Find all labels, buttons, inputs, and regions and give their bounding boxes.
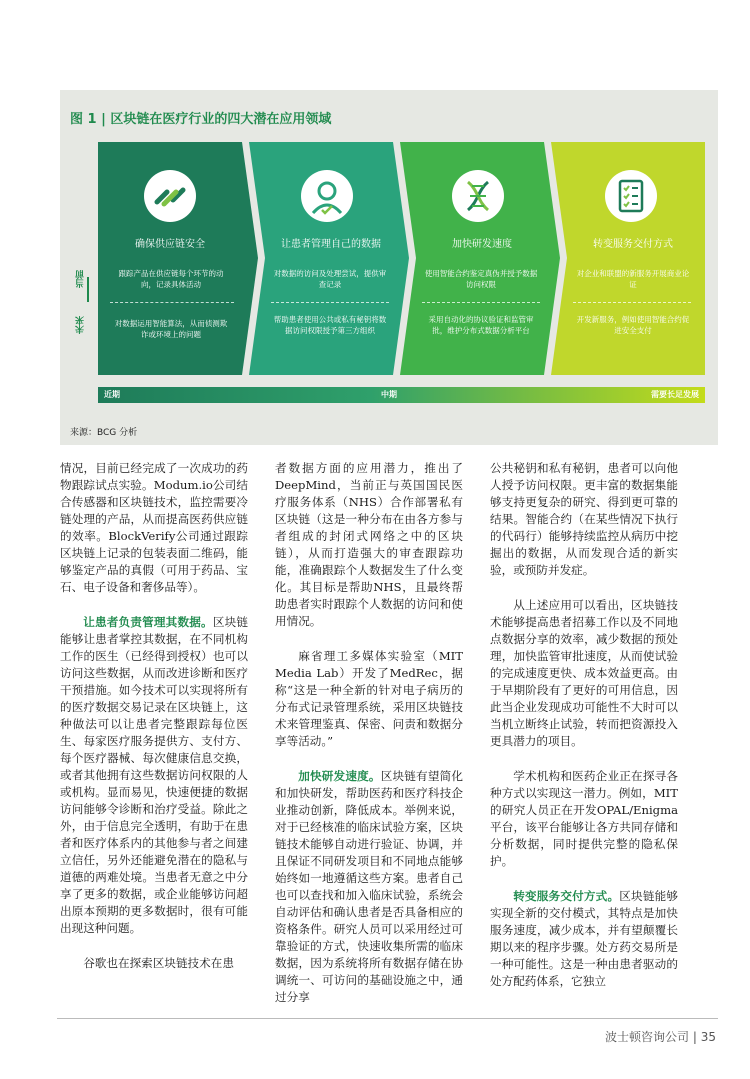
figure-source: 来源：BCG 分析 <box>70 428 138 438</box>
paragraph-heading: 加快研发速度。 <box>298 769 381 783</box>
chevron-rnd <box>400 142 560 375</box>
timeline-long: 需要长足发展 <box>651 390 699 399</box>
chain-link-icon <box>144 170 196 222</box>
chevron-patient-data <box>249 142 409 375</box>
divider <box>110 302 234 303</box>
paragraph: 公共秘钥和私有秘钥，患者可以向他人授予访问权限。更丰富的数据集能够支持更复杂的研究、得到更可靠的结果。智能合约（在某些情况下执行的代码行）能够持续监控从病历中挖掘出的数据，从而发现合适的新实验，或预防并发症。 <box>490 461 678 577</box>
figure-panel <box>60 90 718 445</box>
side-label-present: 当前 <box>76 270 86 288</box>
paragraph-text: 区块链有望简化和加快研发，帮助医药和医疗科技企业推动创新，降低成本。举例来说，对于已经核准的临床试验方案，区块链技术能够自动进行验证、协调，并且保证不同研发项目和不同地点能够始终如一地遵循这些方案。患者自己也可以查找和加入临床试验，系统会自动评估和确认患者是否具备相应的资格条件。研究人员可以采用经过可靠验证的方式，快速收集所需的临床数据，因为系统将所有数据存储在协调统一、可访问的基础设施之中，通过分享 <box>275 769 463 1004</box>
future-text: 开发新服务，例如使用智能合约促进安全支付 <box>576 315 690 335</box>
chevron-supply-chain <box>98 142 258 375</box>
future-text: 采用自动化的协议验证和监管审批，维护分布式数据分析平台 <box>428 315 534 335</box>
text-column-2 <box>275 460 463 1024</box>
future-text: 帮助患者使用公共或私有秘钥将数据访问权限授予第三方组织 <box>273 315 387 335</box>
paragraph <box>60 614 248 937</box>
present-text: 对企业和联盟的新服务开展商业论证 <box>576 269 690 289</box>
paragraph-text: 区块链能够实现全新的交付模式，其特点是加快服务速度，减少成本，并有望颠覆长期以来的程序步骤。处方药交易所是一种可能性。这是一种由患者驱动的处方配药体系，它独立 <box>490 889 678 988</box>
column-title: 加快研发速度 <box>452 239 512 250</box>
timeline-bar <box>98 387 705 403</box>
paragraph-text: 区块链能够让患者掌控其数据，在不同机构工作的医生（已经得到授权）也可以访问这些数据，从而改进诊断和医疗干预措施。如今技术可以实现将所有的医疗数据交易记录在区块链上，这种做法可以让患者完整跟踪每位医生、每家医疗服务提供方、支付方、每个医疗器械、每次健康信息交换，或者其他拥有这些数据访问权限的人或机构。显而易见，快速便捷的数据访问能够令诊断和治疗受益。除此之外，由于信息完全透明，有助于在患者和医疗体系内的其他参与者之间建立信任，另外还能避免潜在的隐私与道德的两难处境。当患者无意之中分享了更多的数据，或企业能够访问超出原本预期的更多数据时，很有可能出现这种问题。 <box>60 615 248 935</box>
dna-icon <box>452 170 504 222</box>
divider <box>271 302 389 303</box>
timeline-near: 近期 <box>104 390 120 399</box>
present-text: 使用智能合约鉴定真伪并授予数据访问权限 <box>424 269 538 289</box>
paragraph: 从上述应用可以看出，区块链技术能够提高患者招募工作以及不同地点数据分享的效率，减少数据的预处理，加快监管审批速度，从而使试验的完成速度更快、成本效益更高。由于早期阶段有了更好的可用信息，因此当企业发现成功可能性不大时可以当机立断终止试验，转而把资源投入更具潜力的项目。 <box>490 598 678 748</box>
paragraph: 者数据方面的应用潜力，推出了DeepMind，当前正与英国国民医疗服务体系（NHS）合作部署私有区块链（这是一种分布在由各方参与者组成的封闭式网络之中的区块链），从而打造强大的审查跟踪功能，准确跟踪个人数据发生了什么变化。其目标是帮助NHS，且最终帮助患者实时跟踪个人数据的访问和使用情况。 <box>275 461 463 628</box>
paragraph-heading: 转变服务交付方式。 <box>513 889 620 903</box>
divider <box>422 302 540 303</box>
paragraph <box>275 768 463 1006</box>
text-column-3 <box>490 460 678 1008</box>
column-title: 让患者管理自己的数据 <box>281 239 381 250</box>
timeline-mid: 中期 <box>381 390 397 399</box>
text-column-1 <box>60 460 248 990</box>
future-text: 对数据运用智能算法，从而侦测欺诈或环境上的问题 <box>114 319 228 339</box>
checklist-icon <box>605 170 657 222</box>
divider <box>573 302 691 303</box>
paragraph: 谷歌也在探索区块链技术在患 <box>83 956 234 970</box>
paragraph-heading: 让患者负责管理其数据。 <box>83 615 213 629</box>
paragraph: 学术机构和医药企业正在探寻各种方式以实现这一潜力。例如，MIT的研究人员正在开发OPAL/Enigma平台，该平台能够让各方共同存储和分析数据，同时提供完整的隐私保护。 <box>490 769 678 868</box>
side-label-future: 未来 <box>76 316 86 334</box>
chevron-service-delivery <box>551 142 711 375</box>
column-title: 确保供应链安全 <box>135 239 205 250</box>
present-text: 跟踪产品在供应链每个环节的动向，记录具体活动 <box>118 269 224 289</box>
footer-rule <box>57 1018 718 1019</box>
paragraph: 情况，目前已经完成了一次成功的药物跟踪试点实验。Modum.io公司结合传感器和区块链技术，监控需要冷链处理的产品，从而提高医药供应链的效率。BlockVerify公司通过跟踪区块链上记录的包装表面二维码，能够鉴定产品的真假（可用于药品、宝石、电子设备和奢侈品等）。 <box>60 461 248 594</box>
page-footer: 波士顿咨询公司 | 35 <box>605 1030 716 1044</box>
patient-icon <box>301 170 353 222</box>
paragraph <box>490 888 678 990</box>
side-bar <box>87 277 89 302</box>
column-title: 转变服务交付方式 <box>593 239 673 250</box>
paragraph: 麻省理工多媒体实验室（MIT Media Lab）开发了MedRec，据称“这是一种全新的针对电子病历的分布式记录管理系统，采用区块链技术来管理鉴真、保密、问责和数据分享等活动。” <box>275 649 463 748</box>
figure-title: 图 1 | 区块链在医疗行业的四大潜在应用领域 <box>70 112 332 127</box>
present-text: 对数据的访问及处理尝试，提供审查记录 <box>273 269 387 289</box>
